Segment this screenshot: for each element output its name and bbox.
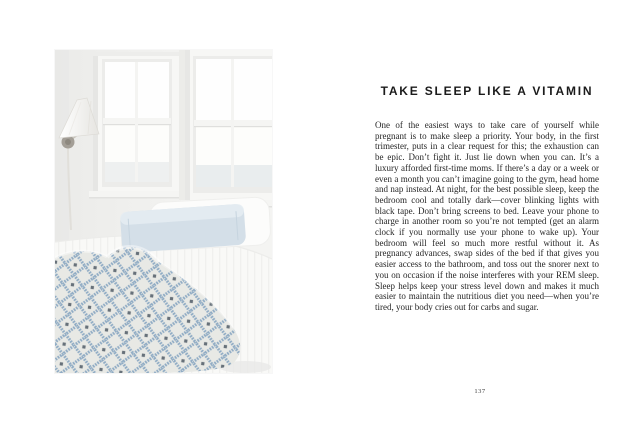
bedroom-photo-art	[55, 50, 272, 373]
body-paragraph: One of the easiest ways to take care of yourself while pregnant is to make sleep a priority. Your body, in the first trimester, puts in a clear request for this; the exhaustion can be epic. Don’t fight it. Just lie down when you can. It’s a luxury afforded first-time moms. If there’s a day or a week or even a month you can’t imagine going to the gym, head home and nap instead. At night, for the best possible sleep, keep the bedroom cool and totally dark—cover blinking lights with black tape. Don’t bring screens to bed. Leave your phone to charge in another room so you’re not tempted (get an alarm clock if you normally use your phone to wake up). Your bedroom will feel so much more restful without it. As pregnancy advances, swap sides of the bed if that gives you easier access to the bathroom, and toss out the snorer next to you on occasion if the noise interferes with your REM sleep. Sleep helps keep your stress level down and makes it much easier to maintain the nutritious diet you need—when you’re tired, your body cries out for carbs and sugar.	[375, 120, 599, 312]
blue-pillow	[120, 204, 247, 254]
window-left	[89, 52, 183, 199]
window-right	[181, 50, 272, 208]
bedroom-photo	[55, 50, 272, 373]
page-number: 137	[474, 388, 486, 395]
wall-pier	[179, 50, 185, 200]
right-page	[320, 0, 640, 426]
chapter-title: TAKE SLEEP LIKE A VITAMIN	[380, 84, 594, 99]
